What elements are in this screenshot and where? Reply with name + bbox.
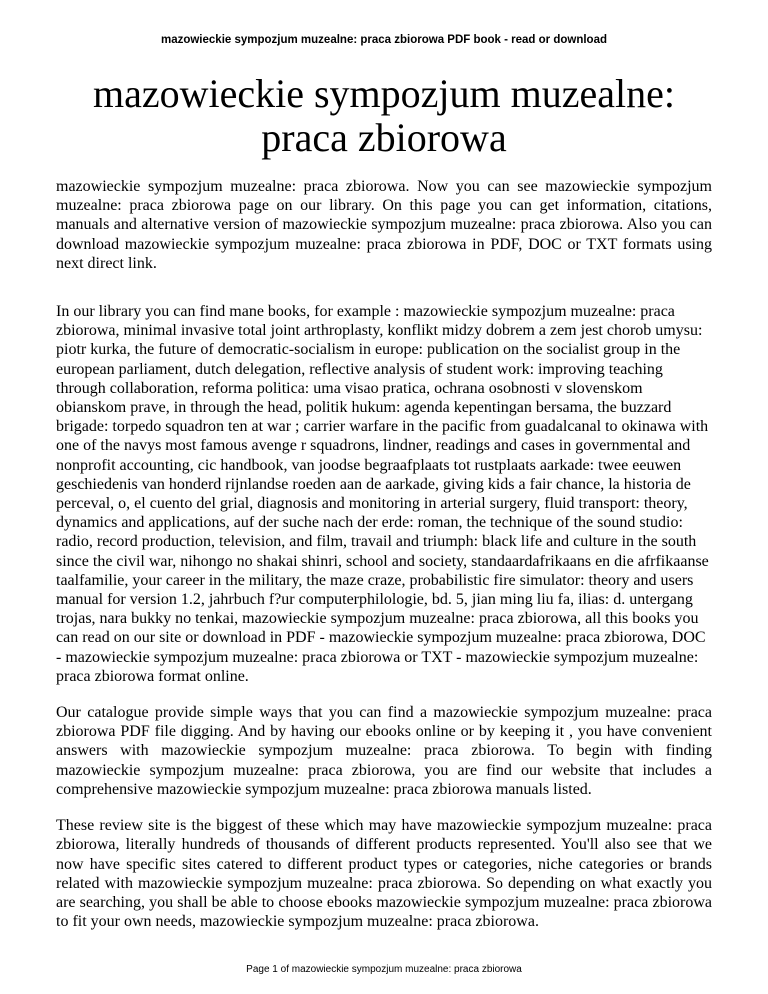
document-title: mazowieckie sympozjum muzealne: praca zbiorowa [92, 71, 675, 160]
catalogue-paragraph: Our catalogue provide simple ways that you can find a mazowieckie sympozjum muzealne: praca zbiorowa PDF file digging. And by having our ebooks online or by keeping it , you have convenient answers with mazowieckie sympozjum muzealne: praca zbiorowa. To begin with finding mazowieckie sympozjum muzealne: praca zbiorowa, you are find our website that includes a comprehensive mazowieckie sympozjum muzealne: praca zbiorowa manuals listed. [56, 704, 712, 798]
library-list-paragraph: In our library you can find mane books, for example : mazowieckie sympozjum muzealne: praca zbiorowa, minimal invasive total joint arthroplasty, konflikt midzy dobrem a zem jest chorob umysu: piotr kurka, the future of democratic-socialism in europe: publication on the socialist group in the european parliament, dutch delegation, reflective analysis of student work: improving teaching through collaboration, reforma politica: uma visao pratica, ochrana osobnosti v slovenskom obianskom prave, in through the head, politik hukum: agenda kepentingan bersama, the buzzard brigade: torpedo squadron ten at war ; carrier warfare in the pacific from guadalcanal to okinawa with one of the navys most famous avenge r squadrons, lindner, readings and cases in governmental and nonprofit accounting, cic handbook, van joodse begraafplaats tot rustplaats aarkade: twee eeuwen geschiedenis van honderd rijnlandse roeden aan de aarkade, giving kids a fair chance, la historia de perceval, o, el cuento del grial, diagnosis and monitoring in arterial surgery, fluid transport: theory, dynamics and applications, auf der suche nach der erde: roman, the technique of the sound studio: radio, record production, television, and film, travail and triumph: black life and culture in the south since the civil war, nihongo no shakai shinri, school and society, standaardafrikaans en die afrfikaanse taalfamilie, your career in the military, the maze craze, probabilistic fire simulator: theory and users manual for version 1.2, jahrbuch f?ur computerphilologie, bd. 5, jian ming liu fa, ilias: d. untergang trojas, nara bukky no tenkai, mazowieckie sympozjum muzealne: praca zbiorowa, all this books you can read on our site or download in PDF - mazowieckie sympozjum muzealne: praca zbiorowa, DOC - mazowieckie sympozjum muzealne: praca zbiorowa or TXT - mazowieckie sympozjum muzealne: praca zbiorowa format online. [56, 303, 709, 685]
intro-paragraph: mazowieckie sympozjum muzealne: praca zbiorowa. Now you can see mazowieckie sympozjum muzealne: praca zbiorowa page on our library. On this page you can get information, citations, manuals and alternative version of mazowieckie sympozjum muzealne: praca zbiorowa. Also you can download mazowieckie sympozjum muzealne: praca zbiorowa in PDF, DOC or TXT formats using next direct link. [56, 178, 712, 272]
page-header: mazowieckie sympozjum muzealne: praca zbiorowa PDF book - read or download [160, 34, 608, 46]
review-site-paragraph: These review site is the biggest of these which may have mazowieckie sympozjum muzealne: praca zbiorowa, literally hundreds of thousands of different products represented. You'll also see that we now have specific sites catered to different product types or categories, niche categories or brands related with mazowieckie sympozjum muzealne: praca zbiorowa. So depending on what exactly you are searching, you shall be able to choose ebooks mazowieckie sympozjum muzealne: praca zbiorowa to fit your own needs, mazowieckie sympozjum muzealne: praca zbiorowa. [56, 817, 712, 931]
document-body [56, 177, 712, 931]
page-footer: Page 1 of mazowieckie sympozjum muzealne: praca zbiorowa [246, 964, 522, 975]
